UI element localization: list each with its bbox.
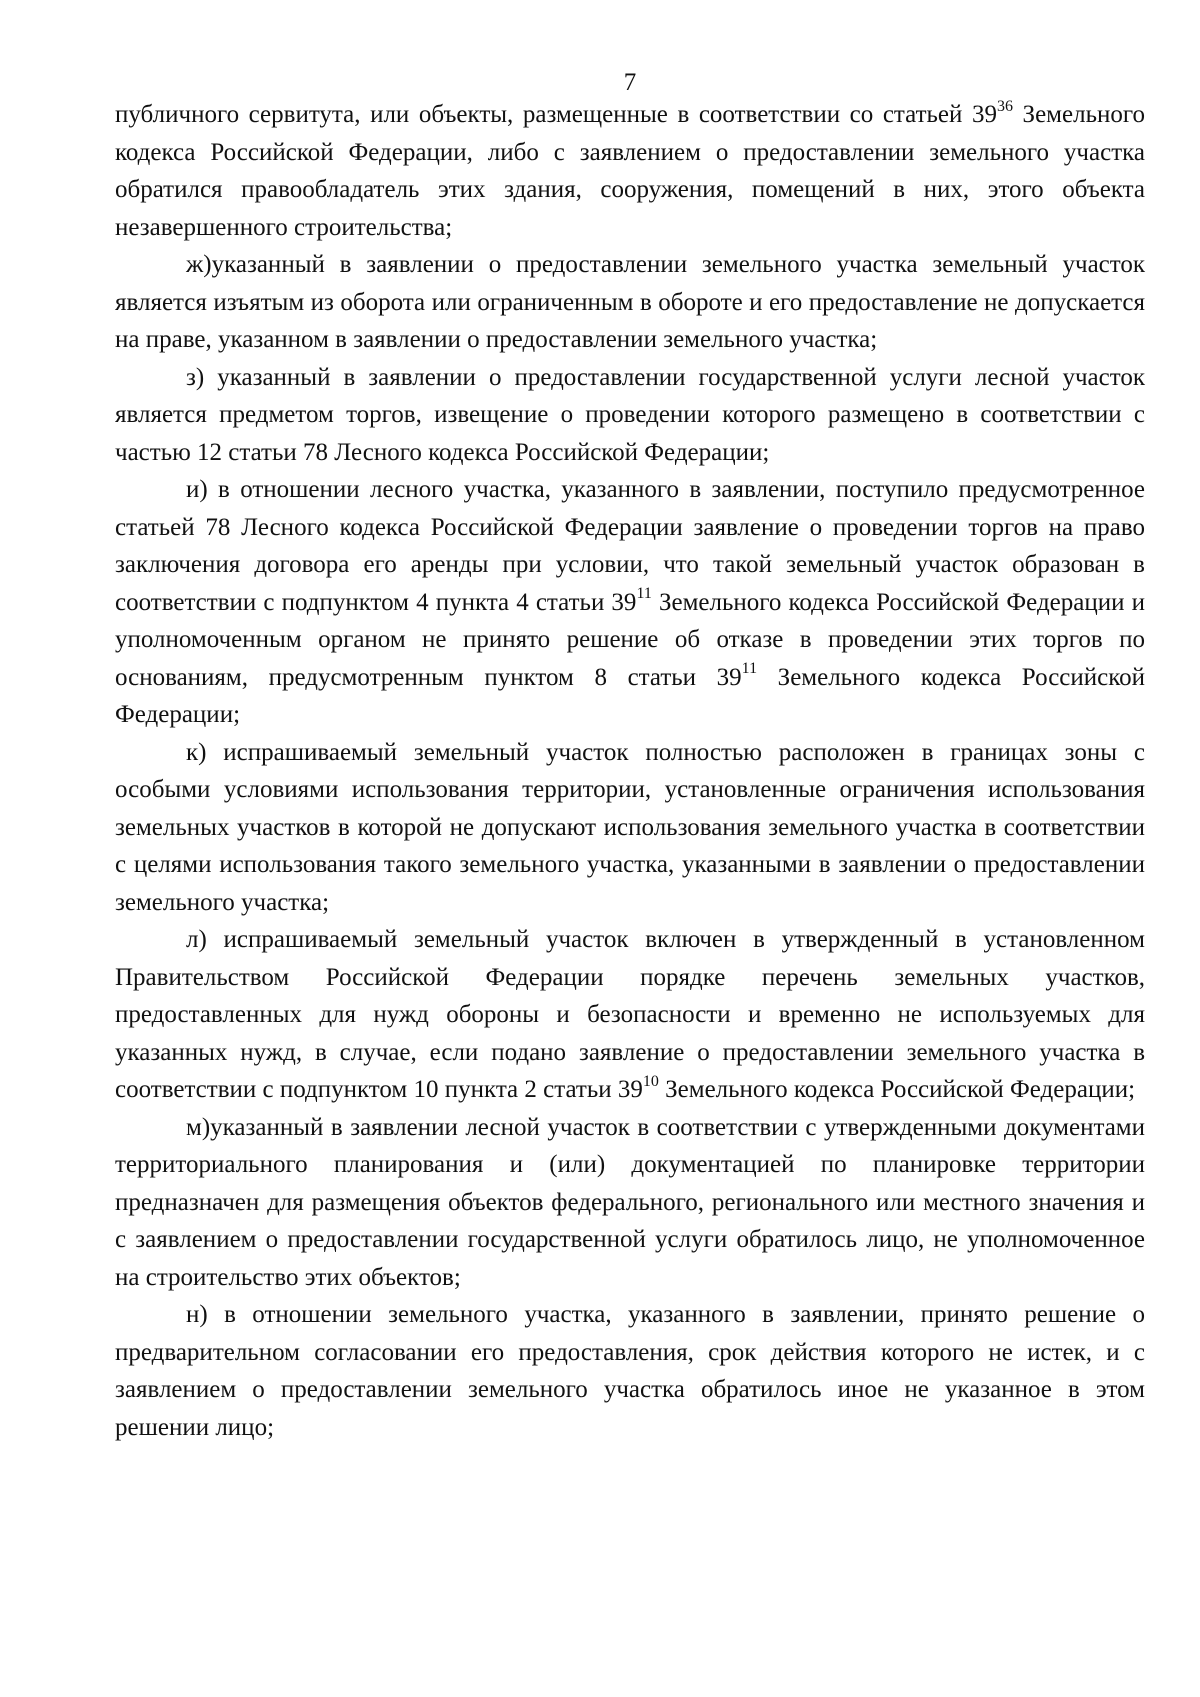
paragraph-item-k	[115, 734, 1145, 922]
superscript-article-number: 36	[996, 97, 1013, 115]
superscript-article-number: 10	[642, 1072, 659, 1090]
paragraph-item-m	[115, 1109, 1145, 1297]
paragraph-item-l	[115, 921, 1145, 1109]
paragraph-text: Земельного кодекса Российской Федерации, либо с заявлением о предоставлении земельного участка обратился правообладатель этих здания, сооружения, помещений в них, этого объекта незавершенного строительства;	[115, 101, 1145, 241]
paragraph-item-z	[115, 359, 1145, 472]
paragraph-text: н) в отношении земельного участка, указанного в заявлении, принято решение о предварительном согласовании его предоставления, срок действия которого не истек, и с заявлением о предоставлении земельного участка обратилось иное не указанное в этом решении лицо;	[115, 1301, 1145, 1441]
page-number: 7	[623, 69, 637, 96]
paragraph-item-zh	[115, 246, 1145, 359]
paragraph-text: Земельного кодекса Российской Федерации;	[115, 663, 1145, 728]
paragraph-text: Земельного кодекса Российской Федерации;	[658, 1076, 1136, 1103]
paragraph-text: м)указанный в заявлении лесной участок в соответствии с утвержденными документами территориального планирования и (или) документацией по планировке территории предназначен для размещения объектов федерального, регионального или местного значения и с заявлением о предоставлении государственной услуги обратилось лицо, не уполномоченное на строительство этих объектов;	[115, 1113, 1145, 1291]
paragraph-item-n	[115, 1296, 1145, 1446]
paragraph-continuation	[115, 96, 1145, 246]
paragraph-text: ж)указанный в заявлении о предоставлении земельного участка земельный участок является изъятым из оборота или ограниченным в обороте и его предоставление не допускается на праве, указанном в заявлении о предоставлении земельного участка;	[115, 251, 1145, 353]
paragraph-text: публичного сервитута, или объекты, размещенные в соответствии со статьей 39	[115, 101, 997, 128]
body-text	[115, 96, 1145, 1446]
superscript-article-number: 11	[636, 585, 652, 603]
paragraph-text: и) в отношении лесного участка, указанного в заявлении, поступило предусмотренное статьей 78 Лесного кодекса Российской Федерации заявление о проведении торгов на право заключения договора его аренды при условии, что такой земельный участок образован в соответствии с подпунктом 4 пункта 4 статьи 39	[115, 476, 1145, 616]
paragraph-text: з) указанный в заявлении о предоставлении государственной услуги лесной участок является предметом торгов, извещение о проведении которого размещено в соответствии с частью 12 статьи 78 Лесного кодекса Российской Федерации;	[115, 363, 1145, 466]
paragraph-text: Земельного кодекса Российской Федерации и уполномоченным органом не принято решение об отказе в проведении этих торгов по основаниям, предусмотренным пунктом 8 статьи 39	[115, 588, 1145, 691]
paragraph-text: л) испрашиваемый земельный участок включен в утвержденный в установленном Правительством Российской Федерации порядке перечень земельных участков, предоставленных для нужд обороны и безопасности и временно не используемых для указанных нужд, в случае, если подано заявление о предоставлении земельного участка в соответствии с подпунктом 10 пункта 2 статьи 39	[115, 926, 1145, 1103]
paragraph-text: к) испрашиваемый земельный участок полностью расположен в границах зоны с особыми условиями использования территории, установленные ограничения использования земельных участков в которой не допускают использования земельного участка в соответствии с целями использования такого земельного участка, указанными в заявлении о предоставлении земельного участка;	[115, 738, 1145, 916]
superscript-article-number: 11	[741, 660, 758, 678]
paragraph-item-i	[115, 471, 1145, 734]
